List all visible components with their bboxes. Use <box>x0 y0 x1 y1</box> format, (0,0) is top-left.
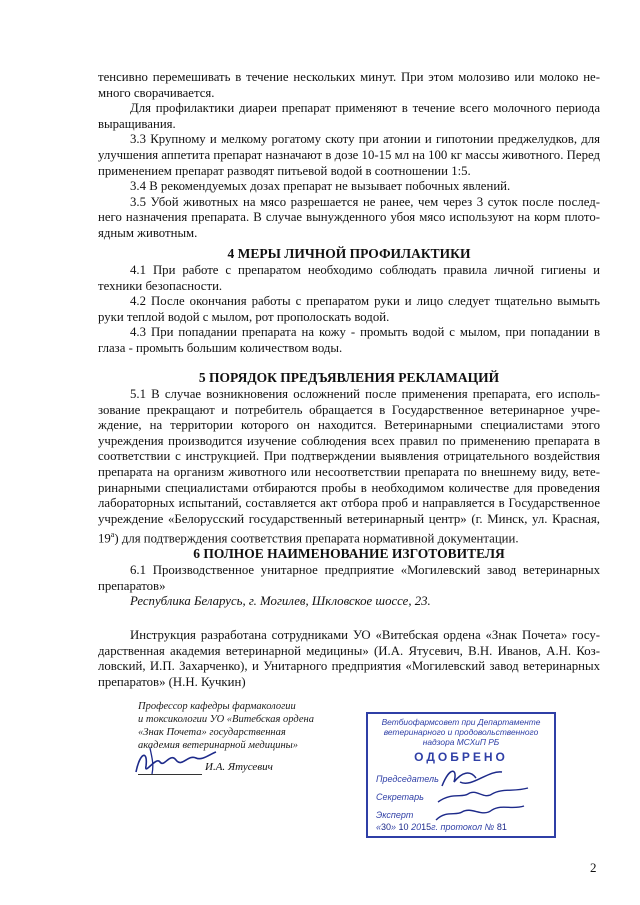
stamp-header: Ветбиофармсовет при Департаменте ветеринарного и продовольственного надзора МСХиП РБ <box>381 717 541 747</box>
paragraph-6-1: 6.1 Производственное унитарное предприятие «Могилевский завод ветеринарных препаратов» <box>98 563 600 593</box>
paragraph-3-4: 3.4 В рекомендуемых дозах препарат не вызывает побочных явлений. <box>130 179 511 194</box>
section-6-title: 6 ПОЛНОЕ НАИМЕНОВАНИЕ ИЗГОТОВИТЕЛЯ <box>193 546 505 561</box>
paragraph-continuation: тенсивно перемешивать в течение нескольких минут. При этом молозиво или молоко не-много сворачивается. <box>98 70 600 100</box>
page-number: 2 <box>590 860 597 875</box>
stamp-date: «30» 10 2015г. протокол № 81 <box>376 822 507 832</box>
paragraph-4-2: 4.2 После окончания работы с препаратом руки и лицо следует тщательно вымыть руки теплой водой с мылом, рот прополоскать водой. <box>98 294 600 324</box>
authors-paragraph: Инструкция разработана сотрудниками УО «Витебская ордена «Знак Почета» госу-дарственная академия ветеринарной медицины» (И.А. Ятусевич, В.Н. Иванов, А.Н. Коз-ловский, И.П. Захарченко), и Унитарного предприятия «Могилевский завод ветеринарных препаратов» (Н.Н. Кучкин) <box>98 628 600 689</box>
paragraph-diarrhea: Для профилактики диареи препарат применяют в течение всего молочного периода выращивания. <box>98 101 600 131</box>
stamp-protocol-number: 81 <box>496 822 507 832</box>
stamp-signatures <box>432 758 542 830</box>
signature-line-1: Профессор кафедры фармакологии <box>138 701 296 712</box>
stamp-date-year: 15 <box>421 822 432 832</box>
signature-line-3: «Знак Почета» государственная <box>138 727 286 738</box>
stamp-expert: Эксперт <box>376 810 414 820</box>
stamp-secretary: Секретарь <box>376 792 424 802</box>
stamp-chair: Председатель <box>376 774 439 784</box>
stamp-date-month: 10 <box>398 822 409 832</box>
paragraph-4-1: 4.1 При работе с препаратом необходимо соблюдать правила личной гигиены и техники безопасности. <box>98 263 600 293</box>
manufacturer-address: Республика Беларусь, г. Могилев, Шкловское шоссе, 23. <box>130 594 431 609</box>
paragraph-4-3: 4.3 При попадании препарата на кожу - промыть водой с мылом, при попадании в глаза - промыть большим количеством воды. <box>98 325 600 355</box>
section-4-title: 4 МЕРЫ ЛИЧНОЙ ПРОФИЛАКТИКИ <box>227 246 471 261</box>
section-5-title: 5 ПОРЯДОК ПРЕДЪЯВЛЕНИЯ РЕКЛАМАЦИЙ <box>198 370 500 385</box>
authors-block <box>98 628 600 690</box>
address-superscript: а <box>110 530 115 540</box>
stamp-approved: ОДОБРЕНО <box>414 750 508 764</box>
paragraph-5-1-text: 5.1 В случае возникновения осложнений после применения препарата, его исполь-зование прекращают и потребитель обращается в Государственное ветеринарное учре-ждение, на территории которого он находится. Ветеринарными специалистами этого учреждения производится изучение соблюдения всех правил по применению препарата в соответствии с инструкцией. При подтверждении выявления отрицательного воздействия препарата на организм животного или несоответствии препарата по внешнему виду, вете-ринарными специалистами отбираются пробы в необходимом количестве для проведения лабораторных испытаний, составляется акт отбора проб и направляется в Государственное учреждение «Белорусский государственный ветеринарный центр» (г. Минск, ул. Красная, 19 <box>98 387 600 546</box>
signer-name: И.А. Ятусевич <box>205 761 273 773</box>
signature-line-4: академия ветеринарной медицины» <box>138 740 299 751</box>
signature-line-2: и токсикологии УО «Витебская ордена <box>138 714 314 725</box>
approval-stamp <box>366 712 556 838</box>
paragraph-5-1 <box>98 387 600 547</box>
section-4 <box>98 245 600 357</box>
stamp-protocol-label: г. протокол № <box>431 822 495 832</box>
text-top <box>98 70 600 242</box>
paragraph-3-5: 3.5 Убой животных на мясо разрешается не ранее, чем через 3 суток после послед-него назначения препарата. В случае вынужденного убоя мясо используют на корм плото-ядным животным. <box>98 194 600 240</box>
section-6 <box>98 545 600 610</box>
paragraph-3-3: 3.3 Крупному и мелкому рогатому скоту при атонии и гипотонии преджелудков, для улучшения аппетита препарат назначают в дозе 10-15 мл на 100 кг массы животного. Перед применением препарат разводят питьевой водой в соотношении 1:5. <box>98 132 600 178</box>
paragraph-5-1-end: ) для подтверждения соответствия препарата нормативной документации. <box>114 531 519 546</box>
section-5 <box>98 369 600 547</box>
stamp-date-year-prefix: 20 <box>411 822 422 832</box>
stamp-date-day: 30 <box>381 822 392 832</box>
